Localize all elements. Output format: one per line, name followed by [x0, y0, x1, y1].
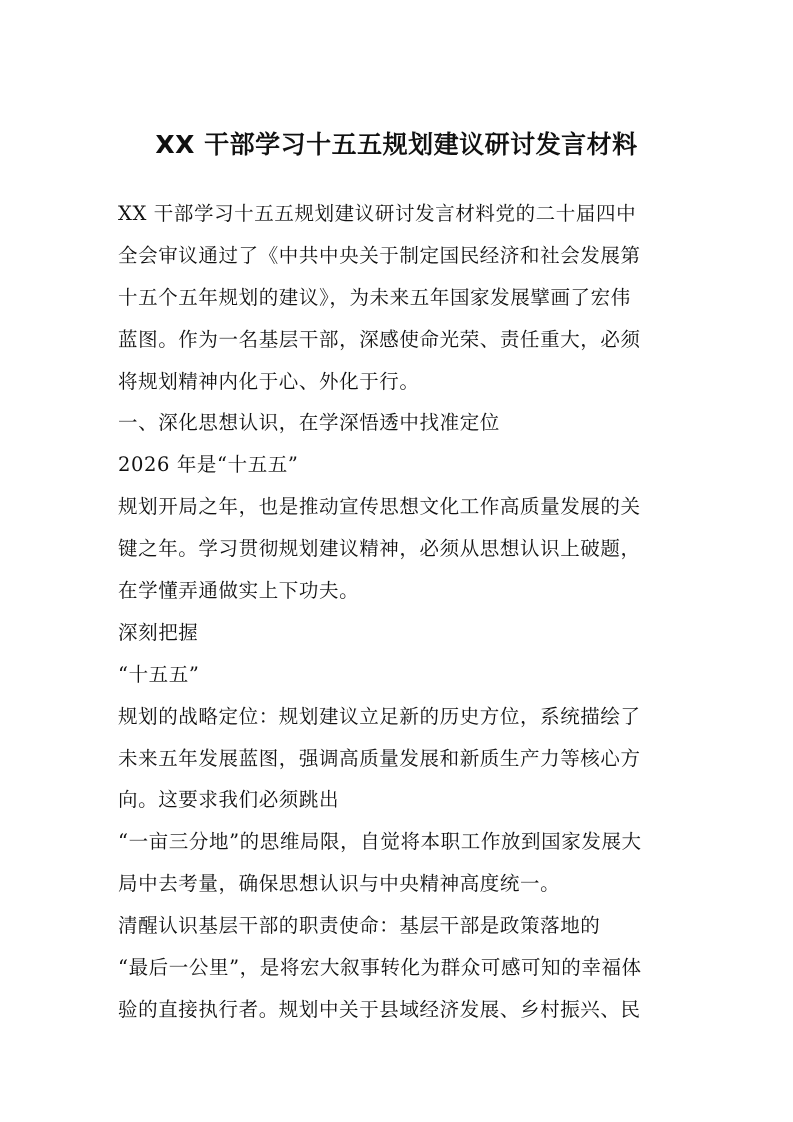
body-line: 在学懂弄通做实上下功夫。 — [118, 579, 360, 603]
body-line: “一亩三分地”的思维局限，自觉将本职工作放到国家发展大 — [118, 830, 642, 854]
document-title: XX 干部学习十五五规划建议研讨发言材料 — [155, 130, 638, 159]
body-line: 未来五年发展蓝图，强调高质量发展和新质生产力等核心方 — [118, 746, 641, 770]
body-line: 向。这要求我们必须跳出 — [118, 788, 340, 812]
body-line: 局中去考量，确保思想认识与中央精神高度统一。 — [118, 872, 561, 896]
body-line: 规划开局之年，也是推动宣传思想文化工作高质量发展的关 — [118, 495, 641, 519]
body-line: 十五个五年规划的建议》，为未来五年国家发展擘画了宏伟 — [118, 285, 631, 309]
body-line: 2026 年是“十五五” — [118, 453, 299, 477]
body-line: 规划的战略定位：规划建议立足新的历史方位，系统描绘了 — [118, 704, 641, 728]
body-line: 深刻把握 — [118, 620, 199, 644]
body-line: 键之年。学习贯彻规划建议精神，必须从思想认识上破题， — [118, 537, 641, 561]
section-heading: 一、深化思想认识，在学深悟透中找准定位 — [118, 411, 500, 435]
body-line: “最后一公里”，是将宏大叙事转化为群众可感可知的幸福体 — [118, 956, 642, 980]
body-line: 清醒认识基层干部的职责使命：基层干部是政策落地的 — [118, 914, 601, 938]
body-line: XX 干部学习十五五规划建议研讨发言材料党的二十届四中 — [118, 202, 637, 225]
body-line: 验的直接执行者。规划中关于县域经济发展、乡村振兴、民 — [118, 997, 641, 1021]
body-line: 全会审议通过了《中共中央关于制定国民经济和社会发展第 — [118, 243, 641, 267]
document-body — [118, 193, 678, 1031]
body-line: 将规划精神内化于心、外化于行。 — [118, 369, 420, 393]
body-line: “十五五” — [118, 662, 200, 686]
body-line: 蓝图。作为一名基层干部，深感使命光荣、责任重大，必须 — [118, 327, 641, 351]
